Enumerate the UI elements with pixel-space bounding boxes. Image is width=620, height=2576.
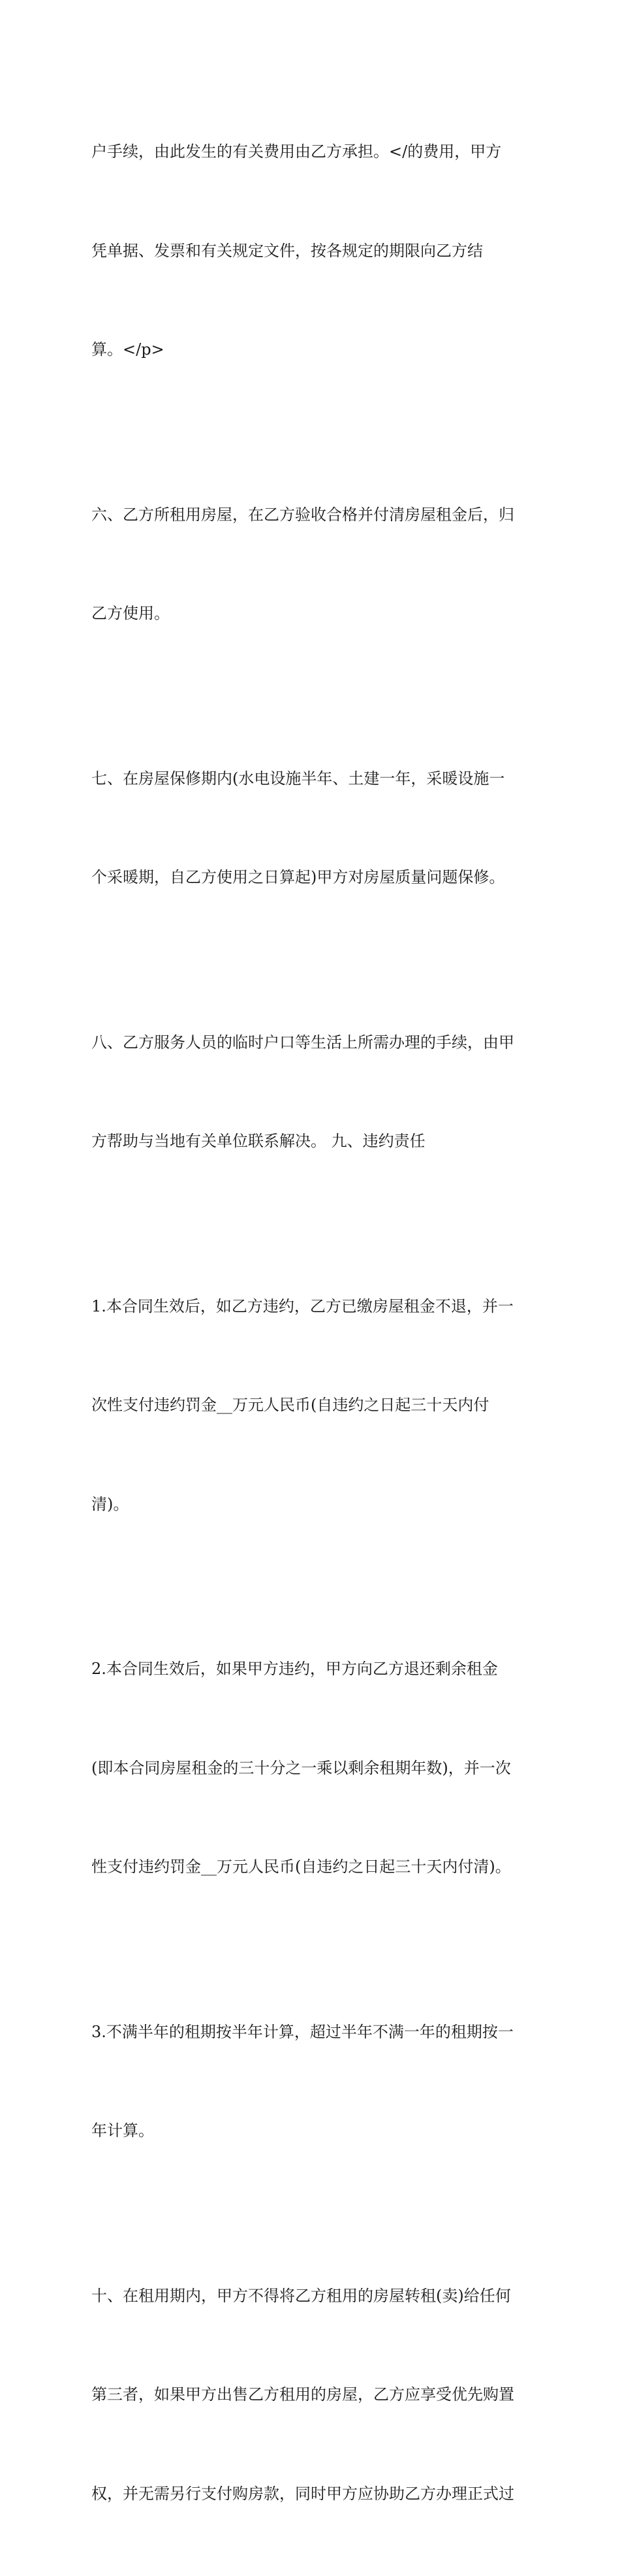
text-line: 3.不满半年的租期按半年计算，超过半年不满一年的租期按一 [91,2016,535,2049]
text-line: (即本合同房屋租金的三十分之一乘以剩余租期年数)，并一次 [91,1752,535,1785]
text-line: 个采暖期，自乙方使用之日算起)甲方对房屋质量问题保修。 [91,861,535,894]
paragraph-transfer-fees [91,69,535,432]
text-line: 户手续，由此发生的有关费用由乙方承担。</的费用，甲方 [91,135,535,169]
text-line: 清)。 [91,1488,535,1521]
paragraph-clause-10 [91,2214,535,2576]
text-line: 次性支付违约罚金__万元人民币(自违约之日起三十天内付 [91,1389,535,1422]
text-line: 算。</p> [91,333,535,366]
document-body [91,69,535,2576]
text-line: 凭单据、发票和有关规定文件，按各规定的期限向乙方结 [91,234,535,268]
paragraph-breach-2 [91,1586,535,1950]
text-line: 八、乙方服务人员的临时户口等生活上所需办理的手续，由甲 [91,1026,535,1059]
text-line: 权，并无需另行支付购房款，同时甲方应协助乙方办理正式过 [91,2477,535,2511]
text-line: 十、在租用期内，甲方不得将乙方租用的房屋转租(卖)给任何 [91,2279,535,2313]
document-page [0,0,620,803]
text-line: 七、在房屋保修期内(水电设施半年、土建一年，采暖设施一 [91,762,535,796]
text-line: 第三者，如果甲方出售乙方租用的房屋，乙方应享受优先购置 [91,2378,535,2411]
text-line: 六、乙方所租用房屋，在乙方验收合格并付清房屋租金后，归 [91,498,535,532]
paragraph-clause-7 [91,696,535,960]
text-line: 年计算。 [91,2114,535,2148]
paragraph-clause-8 [91,960,535,1224]
text-line: 方帮助与当地有关单位联系解决。 九、违约责任 [91,1125,535,1158]
paragraph-breach-1 [91,1224,535,1587]
text-line: 性支付违约罚金__万元人民币(自违约之日起三十天内付清)。 [91,1850,535,1884]
paragraph-clause-6 [91,432,535,696]
text-line: 乙方使用。 [91,597,535,630]
text-line: 2.本合同生效后，如果甲方违约，甲方向乙方退还剩余租金 [91,1652,535,1686]
paragraph-breach-3 [91,1950,535,2214]
text-line: 1.本合同生效后，如乙方违约，乙方已缴房屋租金不退，并一 [91,1290,535,1323]
